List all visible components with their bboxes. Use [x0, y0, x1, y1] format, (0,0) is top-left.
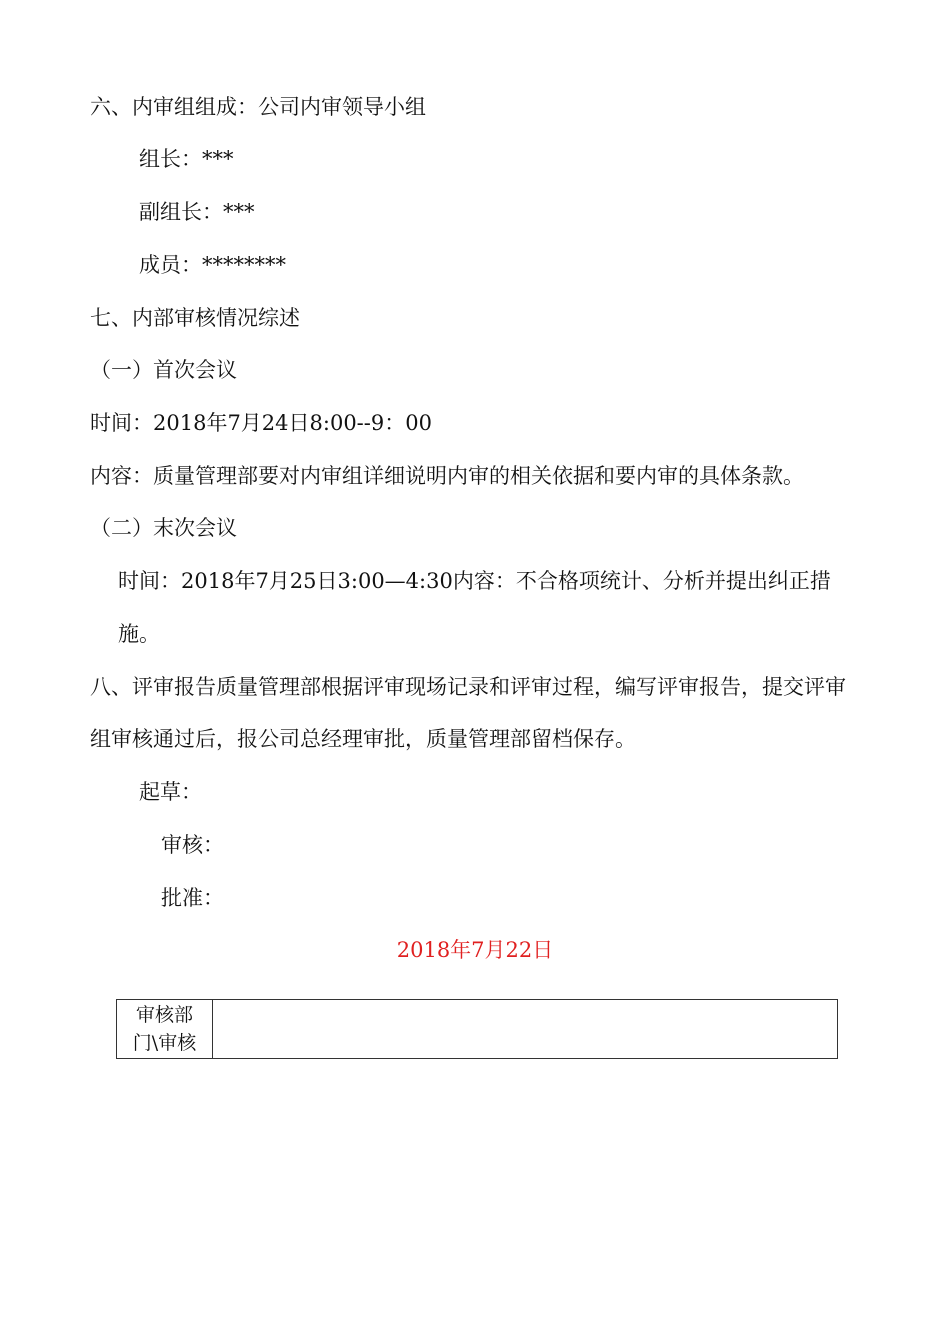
section-8-line-2: 组审核通过后，报公司总经理审批，质量管理部留档保存。 [90, 727, 636, 751]
deputy-leader-line: 副组长：*** [139, 200, 255, 224]
members-line: 成员：******** [139, 253, 286, 277]
approval-table-label-cell [117, 1000, 213, 1058]
first-meeting-title: （一）首次会议 [90, 358, 237, 382]
group-leader-line: 组长：*** [139, 147, 234, 171]
review-signature-label: 审核： [161, 833, 224, 857]
last-meeting-line-2: 施。 [118, 622, 160, 646]
section-7-heading: 七、内部审核情况综述 [90, 306, 300, 330]
first-meeting-time: 时间：2018年7月24日8:00--9：00 [90, 411, 432, 435]
last-meeting-title: （二）末次会议 [90, 516, 237, 540]
approval-table-label: 审核部 门\审核 [132, 1004, 197, 1054]
document-date: 2018年7月22日 [396, 938, 554, 962]
section-6-heading: 六、内审组组成：公司内审领导小组 [90, 95, 426, 119]
first-meeting-content: 内容：质量管理部要对内审组详细说明内审的相关依据和要内审的具体条款。 [90, 464, 804, 488]
last-meeting-line-1: 时间：2018年7月25日3:00—4:30内容：不合格项统计、分析并提出纠正措 [118, 569, 831, 593]
approve-signature-label: 批准： [161, 886, 224, 910]
draft-signature-label: 起草： [139, 780, 202, 804]
section-8-line-1: 八、评审报告质量管理部根据评审现场记录和评审过程，编写评审报告，提交评审 [90, 675, 846, 699]
approval-table-value-cell [213, 1000, 837, 1058]
approval-table [116, 999, 838, 1059]
